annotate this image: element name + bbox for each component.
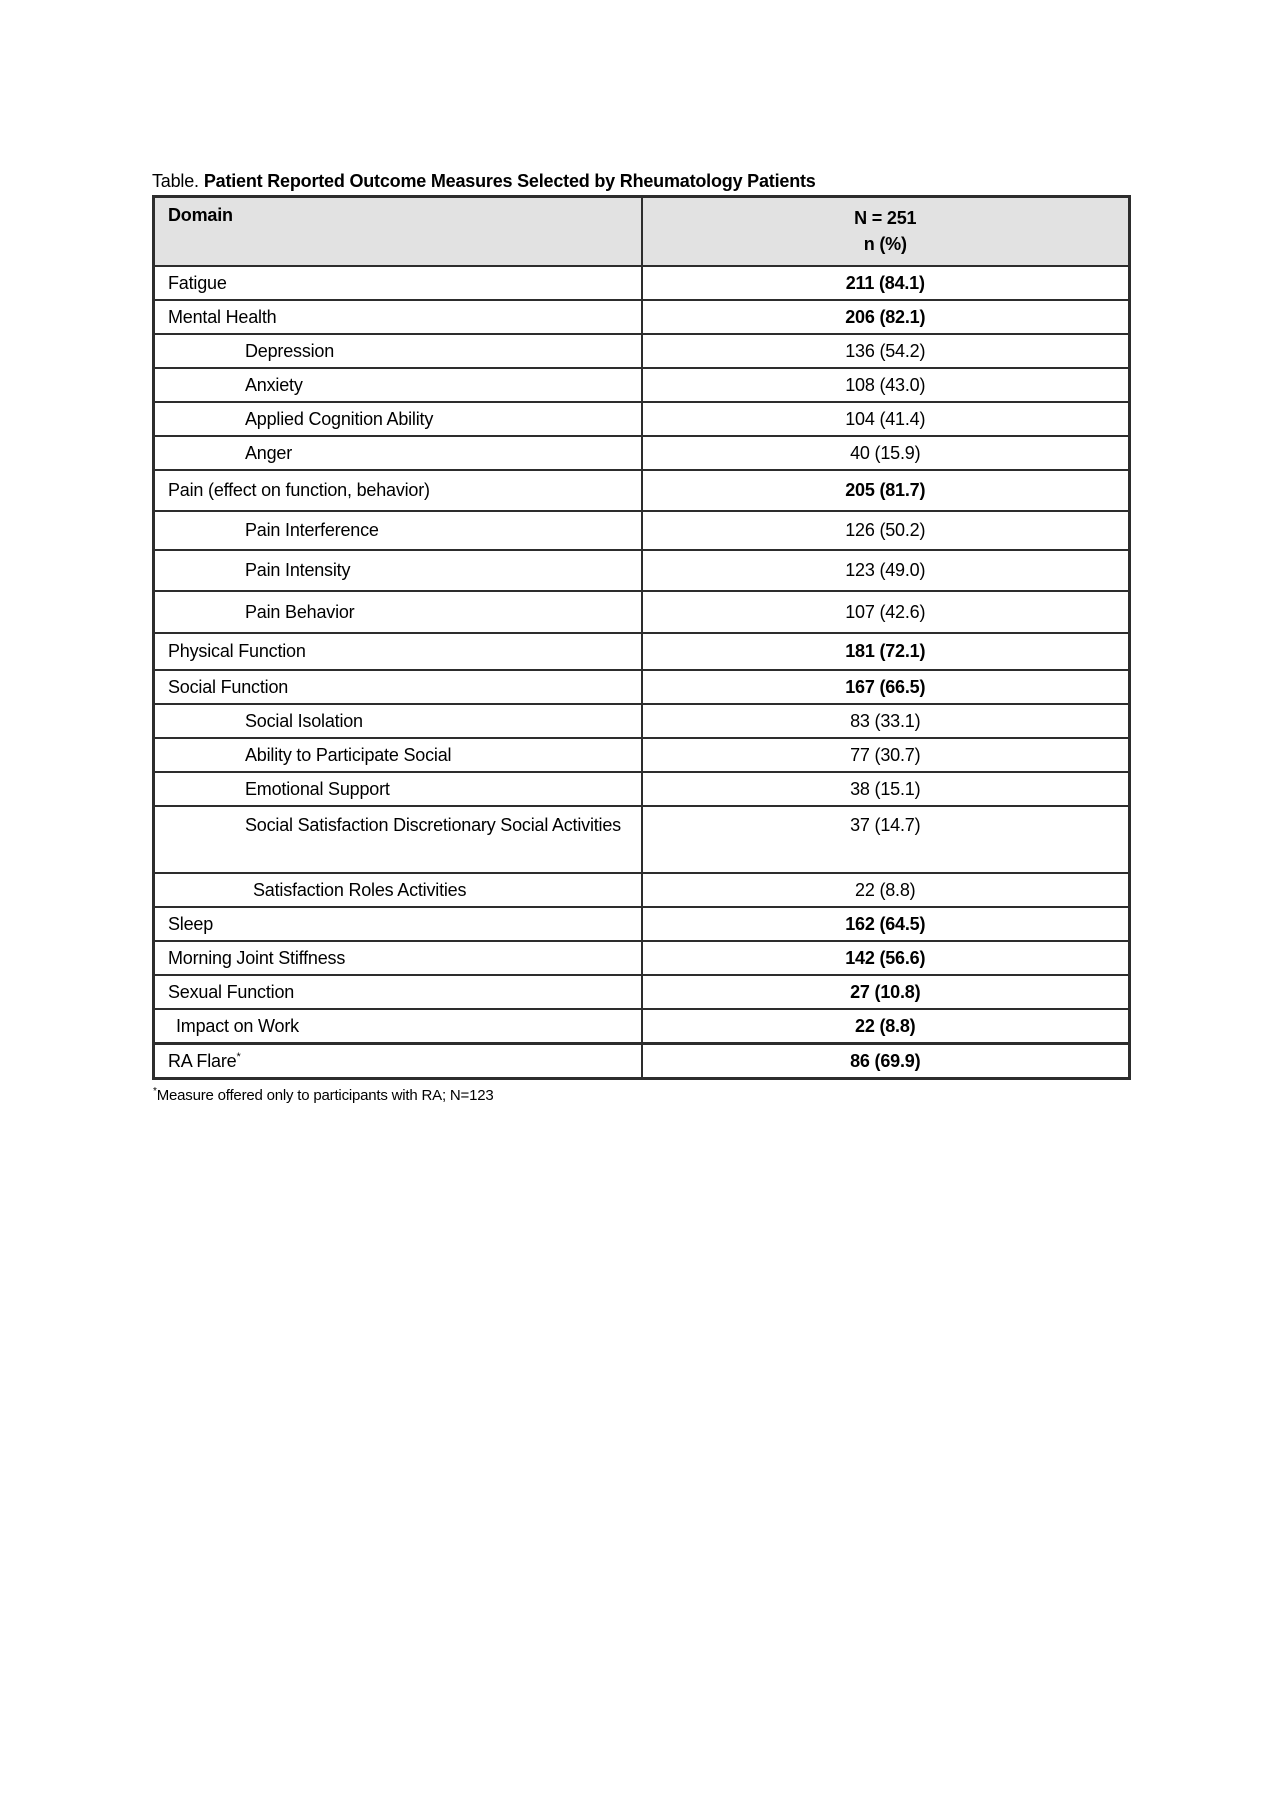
- table-row: [154, 670, 1130, 704]
- value-cell: 38 (15.1): [642, 772, 1130, 806]
- value-cell: 162 (64.5): [642, 907, 1130, 941]
- value-cell: 37 (14.7): [642, 806, 1130, 873]
- domain-label: RA Flare: [168, 1050, 237, 1071]
- domain-cell: Emotional Support: [154, 772, 642, 806]
- footnote: [152, 1087, 1130, 1104]
- table-row: [154, 704, 1130, 738]
- table-row: [154, 806, 1130, 873]
- table-row: [154, 300, 1130, 334]
- table-row: [154, 402, 1130, 436]
- table-body: [154, 266, 1130, 1079]
- domain-cell: Social Satisfaction Discretionary Social Activities: [154, 806, 642, 873]
- domain-cell: Sexual Function: [154, 975, 642, 1009]
- value-cell: 107 (42.6): [642, 591, 1130, 633]
- n-percent-label: n (%): [863, 234, 907, 254]
- footnote-marker: *: [153, 1086, 157, 1097]
- domain-cell: Satisfaction Roles Activities: [154, 873, 642, 907]
- value-cell: 108 (43.0): [642, 368, 1130, 402]
- value-cell: 104 (41.4): [642, 402, 1130, 436]
- n-column-header: [642, 197, 1130, 267]
- domain-cell: Depression: [154, 334, 642, 368]
- title-prefix: Table.: [152, 171, 199, 191]
- table-row: [154, 334, 1130, 368]
- domain-cell: [154, 1044, 642, 1079]
- table-row: [154, 873, 1130, 907]
- value-cell: 83 (33.1): [642, 704, 1130, 738]
- table-row: [154, 368, 1130, 402]
- domain-cell: Sleep: [154, 907, 642, 941]
- footnote-marker: *: [236, 1050, 241, 1063]
- table-row: [154, 907, 1130, 941]
- value-cell: 22 (8.8): [642, 1009, 1130, 1044]
- domain-cell: Anger: [154, 436, 642, 470]
- value-cell: 123 (49.0): [642, 550, 1130, 591]
- value-cell: 142 (56.6): [642, 941, 1130, 975]
- page-title: [152, 170, 1130, 192]
- table-row: [154, 591, 1130, 633]
- table-row: [154, 550, 1130, 591]
- value-cell: 206 (82.1): [642, 300, 1130, 334]
- domain-cell: Pain (effect on function, behavior): [154, 470, 642, 511]
- table-header: [154, 197, 1130, 267]
- value-cell: 40 (15.9): [642, 436, 1130, 470]
- domain-cell: Ability to Participate Social: [154, 738, 642, 772]
- table-row: [154, 470, 1130, 511]
- value-cell: 27 (10.8): [642, 975, 1130, 1009]
- table-row: [154, 772, 1130, 806]
- document-page: [152, 170, 1130, 1104]
- title-text: Patient Reported Outcome Measures Selected by Rheumatology Patients: [203, 171, 816, 191]
- value-cell: 181 (72.1): [642, 633, 1130, 670]
- domain-cell: Applied Cognition Ability: [154, 402, 642, 436]
- footnote-text: Measure offered only to participants with RA; N=123: [156, 1087, 494, 1104]
- domain-cell: Anxiety: [154, 368, 642, 402]
- value-cell: 211 (84.1): [642, 266, 1130, 300]
- table-row: [154, 266, 1130, 300]
- domain-cell: Mental Health: [154, 300, 642, 334]
- table-row: [154, 941, 1130, 975]
- header-row: [154, 197, 1130, 267]
- domain-cell: Social Function: [154, 670, 642, 704]
- table-row: [154, 738, 1130, 772]
- domain-cell: Pain Interference: [154, 511, 642, 550]
- table-row: [154, 436, 1130, 470]
- domain-cell: Morning Joint Stiffness: [154, 941, 642, 975]
- value-cell: 167 (66.5): [642, 670, 1130, 704]
- domain-cell: Fatigue: [154, 266, 642, 300]
- domain-cell: Social Isolation: [154, 704, 642, 738]
- value-cell: 77 (30.7): [642, 738, 1130, 772]
- domain-cell: Pain Intensity: [154, 550, 642, 591]
- value-cell: 136 (54.2): [642, 334, 1130, 368]
- value-cell: 86 (69.9): [642, 1044, 1130, 1079]
- domain-cell: Pain Behavior: [154, 591, 642, 633]
- domain-column-header: Domain: [154, 197, 642, 267]
- value-cell: 126 (50.2): [642, 511, 1130, 550]
- table-row: [154, 511, 1130, 550]
- value-cell: 205 (81.7): [642, 470, 1130, 511]
- n-total-label: N = 251: [854, 208, 917, 228]
- table-row: [154, 1044, 1130, 1079]
- domain-cell: Impact on Work: [154, 1009, 642, 1044]
- domain-cell: Physical Function: [154, 633, 642, 670]
- table-row: [154, 975, 1130, 1009]
- outcome-measures-table: [152, 195, 1131, 1080]
- value-cell: 22 (8.8): [642, 873, 1130, 907]
- table-row: [154, 633, 1130, 670]
- table-row: [154, 1009, 1130, 1044]
